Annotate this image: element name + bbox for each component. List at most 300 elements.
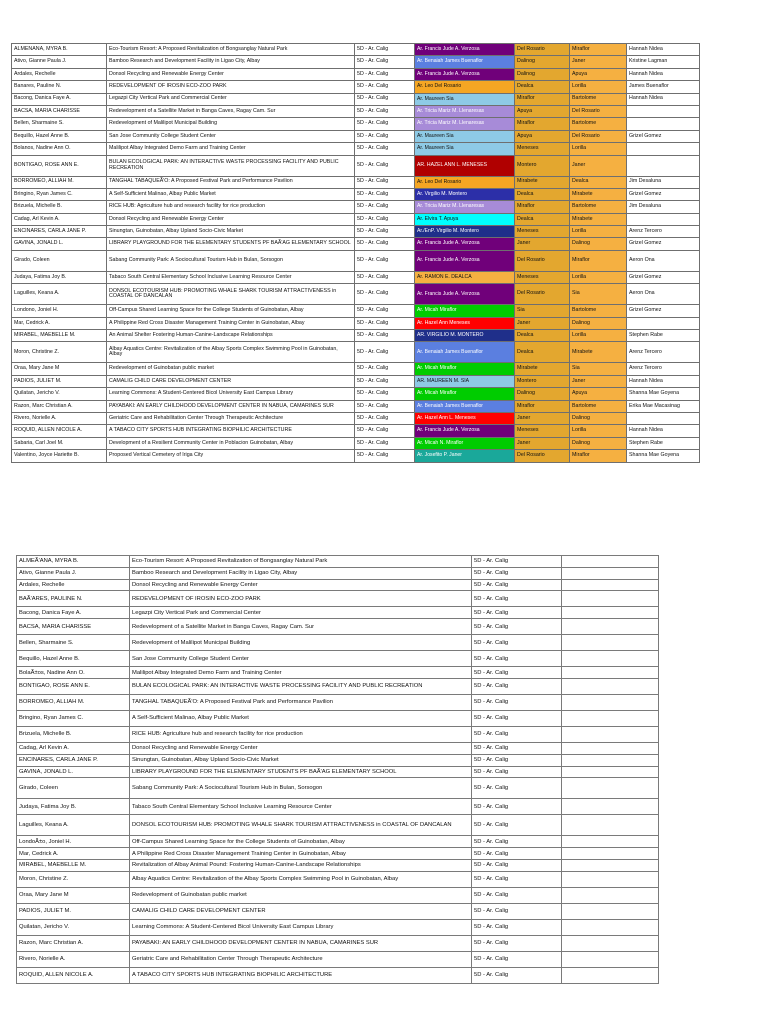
empty-cell bbox=[562, 742, 659, 754]
empty-cell bbox=[562, 710, 659, 726]
project-title-cell: LIBRARY PLAYGROUND FOR THE ELEMENTARY STUDENTS PF BAÃ'AG ELEMENTARY SCHOOL bbox=[107, 238, 355, 250]
student-name-cell: MIRABEL, MAEBELLE M. bbox=[12, 330, 107, 342]
section-cell: 5D - Ar. Calig bbox=[472, 815, 562, 836]
adviser-cell: Ar. Francis Jude A. Verzosa bbox=[415, 68, 515, 80]
student-name-cell: Cadag, Arl Kevin A. bbox=[12, 213, 107, 225]
table-row bbox=[17, 726, 659, 742]
section-cell: 5D - Ar. Calig bbox=[472, 887, 562, 903]
panel-member-1-cell: Mirabete bbox=[515, 363, 570, 375]
student-name-cell: Bringino, Ryan James C. bbox=[17, 710, 130, 726]
adviser-cell: Ar. Benaiah James Buenaflor bbox=[415, 342, 515, 363]
panel-member-1-cell: Janer bbox=[515, 437, 570, 449]
section-cell: 5D - Ar. Calig bbox=[355, 81, 415, 93]
panel-member-3-cell bbox=[627, 213, 700, 225]
project-title-cell: Legazpi City Vertical Park and Commercial Center bbox=[130, 607, 472, 619]
section-cell: 5D - Ar. Calig bbox=[472, 859, 562, 871]
project-title-cell: Eco-Tourism Resort: A Proposed Revitalization of Bongsanglay Natural Park bbox=[107, 44, 355, 56]
empty-cell bbox=[562, 567, 659, 579]
section-cell: 5D - Ar. Calig bbox=[355, 330, 415, 342]
table-row bbox=[12, 375, 700, 387]
section-cell: 5D - Ar. Calig bbox=[472, 778, 562, 799]
panel-member-3-cell: Grizel Gomez bbox=[627, 238, 700, 250]
empty-cell bbox=[562, 726, 659, 742]
table-row bbox=[17, 651, 659, 667]
section-cell: 5D - Ar. Calig bbox=[472, 951, 562, 967]
student-name-cell: Rivero, Norielle A. bbox=[17, 951, 130, 967]
panel-member-2-cell: Dalinog bbox=[570, 437, 627, 449]
panel-member-3-cell: Erika Mae Macasinag bbox=[627, 400, 700, 412]
panel-member-1-cell: Dealca bbox=[515, 342, 570, 363]
panel-member-1-cell: Del Rosario bbox=[515, 44, 570, 56]
student-name-cell: Girado, Coleen bbox=[12, 250, 107, 271]
empty-cell bbox=[562, 848, 659, 860]
section-cell: 5D - Ar. Calig bbox=[355, 68, 415, 80]
table-row bbox=[12, 342, 700, 363]
empty-cell bbox=[562, 836, 659, 848]
panel-member-2-cell: Apuya bbox=[570, 68, 627, 80]
section-cell: 5D - Ar. Calig bbox=[472, 967, 562, 983]
table-row bbox=[17, 799, 659, 815]
student-name-cell: Bellen, Sharmaine S. bbox=[12, 118, 107, 130]
panel-member-3-cell bbox=[627, 155, 700, 176]
table-row bbox=[12, 44, 700, 56]
project-title-cell: Legazpi City Vertical Park and Commercial Center bbox=[107, 93, 355, 105]
student-name-cell: BORROMEO, ALLIAH M. bbox=[17, 694, 130, 710]
project-title-cell: DONSOL ECOTOURISM HUB: PROMOTING WHALE SHARK TOURISM ATTRACTIVENESS in COASTAL OF DANCALAN bbox=[107, 284, 355, 305]
adviser-cell: Ar. Micah Miraflor bbox=[415, 388, 515, 400]
panel-member-1-cell: Dealca bbox=[515, 188, 570, 200]
panel-member-2-cell: Janer bbox=[570, 155, 627, 176]
project-title-cell: CAMALIG CHILD CARE DEVELOPMENT CENTER bbox=[130, 903, 472, 919]
empty-cell bbox=[562, 919, 659, 935]
panel-member-2-cell: Bartolome bbox=[570, 305, 627, 317]
panel-member-1-cell: Miraflor bbox=[515, 118, 570, 130]
panel-member-1-cell: Del Rosario bbox=[515, 284, 570, 305]
empty-cell bbox=[562, 607, 659, 619]
student-name-cell: Judaya, Fatima Joy B. bbox=[17, 799, 130, 815]
table-row bbox=[17, 710, 659, 726]
panel-member-2-cell: Mirabete bbox=[570, 342, 627, 363]
empty-cell bbox=[562, 967, 659, 983]
project-title-cell: Donsol Recycling and Renewable Energy Center bbox=[130, 579, 472, 591]
project-title-cell: Tabaco South Central Elementary School Inclusive Learning Resource Center bbox=[130, 799, 472, 815]
student-name-cell: Valentino, Joyce Hariette B. bbox=[12, 450, 107, 462]
table-row bbox=[17, 579, 659, 591]
student-name-cell: PADIOS, JULIET M. bbox=[17, 903, 130, 919]
panel-member-1-cell: Miraflor bbox=[515, 201, 570, 213]
student-name-cell: Quilatan, Jericho V. bbox=[12, 388, 107, 400]
section-cell: 5D - Ar. Calig bbox=[355, 342, 415, 363]
student-name-cell: Ativo, Gianne Paula J. bbox=[17, 567, 130, 579]
project-title-cell: Donsol Recycling and Renewable Energy Center bbox=[107, 213, 355, 225]
panel-member-2-cell: Mirabete bbox=[570, 188, 627, 200]
table-row bbox=[12, 250, 700, 271]
project-title-cell: Redevelopment of Malilipot Municipal Building bbox=[130, 635, 472, 651]
panel-member-2-cell: Sia bbox=[570, 363, 627, 375]
section-cell: 5D - Ar. Calig bbox=[355, 400, 415, 412]
adviser-cell: Ar. Leo Del Rosario bbox=[415, 176, 515, 188]
panel-member-1-cell: Apuya bbox=[515, 130, 570, 142]
panel-member-1-cell: Janer bbox=[515, 317, 570, 329]
section-cell: 5D - Ar. Calig bbox=[355, 363, 415, 375]
student-name-cell: Bellen, Sharmaine S. bbox=[17, 635, 130, 651]
section-cell: 5D - Ar. Calig bbox=[472, 710, 562, 726]
panel-member-3-cell: Grizel Gomez bbox=[627, 188, 700, 200]
table-row bbox=[12, 143, 700, 155]
student-name-cell: BAÃ'ARES, PAULINE N. bbox=[17, 591, 130, 607]
project-title-cell: Albay Aquatics Centre: Revitalization of the Albay Sports Complex Swimming Pool in Guinobatan, Albay bbox=[130, 871, 472, 887]
empty-cell bbox=[562, 903, 659, 919]
panel-member-2-cell: Janer bbox=[570, 375, 627, 387]
section-cell: 5D - Ar. Calig bbox=[472, 919, 562, 935]
section-cell: 5D - Ar. Calig bbox=[472, 678, 562, 694]
adviser-cell: Ar. Micah Miraflor bbox=[415, 305, 515, 317]
student-name-cell: LondoÃ±o, Joniel H. bbox=[17, 836, 130, 848]
panel-member-3-cell: Stephen Rabe bbox=[627, 437, 700, 449]
table-row bbox=[17, 619, 659, 635]
student-name-cell: Laguilles, Keana A. bbox=[12, 284, 107, 305]
table-row bbox=[17, 607, 659, 619]
panel-member-3-cell: Stephen Rabe bbox=[627, 330, 700, 342]
panel-member-3-cell bbox=[627, 143, 700, 155]
project-title-cell: Redevelopment of Malilipot Municipal Building bbox=[107, 118, 355, 130]
table-row bbox=[12, 305, 700, 317]
project-title-cell: Off-Campus Shared Learning Space for the College Students of Guinobatan, Albay bbox=[130, 836, 472, 848]
table-row bbox=[17, 754, 659, 766]
panel-member-3-cell bbox=[627, 412, 700, 424]
project-title-cell: Geriatric Care and Rehabilitation Center Through Therapeutic Architecture bbox=[107, 412, 355, 424]
project-title-cell: Albay Aquatics Centre: Revitalization of the Albay Sports Complex Swimming Pool in Guinobatan, Albay bbox=[107, 342, 355, 363]
project-title-cell: Tabaco South Central Elementary School Inclusive Learning Resource Center bbox=[107, 271, 355, 283]
panel-member-2-cell: Dalinog bbox=[570, 412, 627, 424]
panel-member-3-cell: Hannah Nidea bbox=[627, 44, 700, 56]
student-name-cell: Cadag, Arl Kevin A. bbox=[17, 742, 130, 754]
section-cell: 5D - Ar. Calig bbox=[472, 579, 562, 591]
student-name-cell: BACSA, MARIA CHARISSE bbox=[12, 105, 107, 117]
empty-cell bbox=[562, 635, 659, 651]
panel-member-2-cell: Lorilla bbox=[570, 425, 627, 437]
section-cell: 5D - Ar. Calig bbox=[355, 44, 415, 56]
table-row bbox=[12, 130, 700, 142]
panel-member-3-cell: Shanna Mae Goyena bbox=[627, 450, 700, 462]
project-title-cell: BULAN ECOLOGICAL PARK: AN INTERACTIVE WASTE PROCESSING FACILITY AND PUBLIC RECREATION bbox=[107, 155, 355, 176]
project-title-cell: RICE HUB: Agriculture hub and research facility for rice production bbox=[107, 201, 355, 213]
student-name-cell: Banares, Pauline N. bbox=[12, 81, 107, 93]
section-cell: 5D - Ar. Calig bbox=[472, 667, 562, 679]
section-cell: 5D - Ar. Calig bbox=[472, 799, 562, 815]
table-row bbox=[17, 836, 659, 848]
student-name-cell: ENCINARES, CARLA JANE P. bbox=[12, 226, 107, 238]
section-cell: 5D - Ar. Calig bbox=[355, 93, 415, 105]
empty-cell bbox=[562, 799, 659, 815]
section-cell: 5D - Ar. Calig bbox=[355, 130, 415, 142]
project-title-cell: Geriatric Care and Rehabilitation Center Through Therapeutic Architecture bbox=[130, 951, 472, 967]
panel-member-3-cell: Grizel Gomez bbox=[627, 130, 700, 142]
empty-cell bbox=[562, 935, 659, 951]
empty-cell bbox=[562, 619, 659, 635]
student-name-cell: Quilatan, Jericho V. bbox=[17, 919, 130, 935]
panel-member-1-cell: Dealca bbox=[515, 213, 570, 225]
section-cell: 5D - Ar. Calig bbox=[472, 635, 562, 651]
project-title-cell: Redevelopment of Guinobatan public market bbox=[130, 887, 472, 903]
section-cell: 5D - Ar. Calig bbox=[355, 201, 415, 213]
panel-member-2-cell: Lorilla bbox=[570, 271, 627, 283]
student-name-cell: Moron, Christine Z. bbox=[12, 342, 107, 363]
project-title-cell: REDEVELOPMENT OF IROSIN ECO-ZOO PARK bbox=[130, 591, 472, 607]
section-cell: 5D - Ar. Calig bbox=[355, 143, 415, 155]
panel-member-2-cell: Lorilla bbox=[570, 226, 627, 238]
panel-member-3-cell bbox=[627, 317, 700, 329]
table-row bbox=[17, 871, 659, 887]
panel-member-2-cell: Lorilla bbox=[570, 143, 627, 155]
project-title-cell: Bamboo Research and Development Facility in Ligao City, Albay bbox=[130, 567, 472, 579]
panel-member-3-cell: Aeron Ona bbox=[627, 250, 700, 271]
adviser-cell: Ar. Elvira T. Apuya bbox=[415, 213, 515, 225]
panel-member-3-cell: Shanna Mae Goyena bbox=[627, 388, 700, 400]
project-title-cell: PAYABAKI: AN EARLY CHILDHOOD DEVELOPMENT CENTER IN NABUA, CAMARINES SUR bbox=[107, 400, 355, 412]
section-cell: 5D - Ar. Calig bbox=[355, 250, 415, 271]
table-row bbox=[17, 678, 659, 694]
panel-member-2-cell: Bartolome bbox=[570, 201, 627, 213]
section-cell: 5D - Ar. Calig bbox=[355, 412, 415, 424]
student-name-cell: GAVINA, JONALD L. bbox=[17, 766, 130, 778]
section-cell: 5D - Ar. Calig bbox=[355, 155, 415, 176]
student-name-cell: GAVINA, JONALD L. bbox=[12, 238, 107, 250]
adviser-cell: AR. HAZEL ANN L. MENESES bbox=[415, 155, 515, 176]
panel-member-1-cell: Miraflor bbox=[515, 400, 570, 412]
project-title-cell: Sinungtan, Guinobatan, Albay Upland Socio-Civic Market bbox=[107, 226, 355, 238]
panel-member-3-cell: Aeron Ona bbox=[627, 284, 700, 305]
panel-member-3-cell bbox=[627, 105, 700, 117]
adviser-cell: Ar. Francis Jude A. Verzosa bbox=[415, 250, 515, 271]
table-row bbox=[17, 766, 659, 778]
student-name-cell: BONTIGAO, ROSE ANN E. bbox=[17, 678, 130, 694]
panel-member-1-cell: Dealca bbox=[515, 81, 570, 93]
table-row bbox=[12, 176, 700, 188]
project-title-cell: Off-Campus Shared Learning Space for the College Students of Guinobatan, Albay bbox=[107, 305, 355, 317]
panel-member-1-cell: Janer bbox=[515, 412, 570, 424]
table-row bbox=[12, 388, 700, 400]
student-name-cell: Bacong, Danica Faye A. bbox=[17, 607, 130, 619]
panel-member-2-cell: Sia bbox=[570, 284, 627, 305]
section-cell: 5D - Ar. Calig bbox=[355, 317, 415, 329]
table-row bbox=[17, 667, 659, 679]
project-title-cell: Learning Commons: A Student-Centered Bicol University East Campus Library bbox=[107, 388, 355, 400]
project-title-cell: Sabang Community Park: A Sociocultural Tourism Hub in Bulan, Sorsogon bbox=[107, 250, 355, 271]
student-name-cell: BolaÃ±os, Nadine Ann O. bbox=[17, 667, 130, 679]
section-cell: 5D - Ar. Calig bbox=[472, 848, 562, 860]
project-title-cell: TANGHAL TABAQUEÃ'O: A Proposed Festival Park and Performance Pavilion bbox=[130, 694, 472, 710]
project-title-cell: An Animal Shelter Fostering Human-Canine-Landscape Relationships bbox=[107, 330, 355, 342]
adviser-cell: Ar. Maureen Sia bbox=[415, 143, 515, 155]
empty-cell bbox=[562, 667, 659, 679]
project-title-cell: San Jose Community College Student Center bbox=[107, 130, 355, 142]
table-row bbox=[12, 201, 700, 213]
project-title-cell: Proposed Vertical Cemetery of Iriga City bbox=[107, 450, 355, 462]
project-title-cell: Redevelopment of a Satellite Market in Banga Caves, Ragay Cam. Sur bbox=[130, 619, 472, 635]
student-name-cell: BACSA, MARIA CHARISSE bbox=[17, 619, 130, 635]
table-row bbox=[17, 935, 659, 951]
student-name-cell: Ativo, Gianne Paula J. bbox=[12, 56, 107, 68]
table-row bbox=[12, 317, 700, 329]
panel-member-2-cell: Apuya bbox=[570, 388, 627, 400]
student-name-cell: Londono, Joniel H. bbox=[12, 305, 107, 317]
project-title-cell: LIBRARY PLAYGROUND FOR THE ELEMENTARY STUDENTS PF BAÃ'AG ELEMENTARY SCHOOL bbox=[130, 766, 472, 778]
adviser-cell: Ar. Virgilio M. Montero bbox=[415, 188, 515, 200]
panel-member-2-cell: Lorilla bbox=[570, 81, 627, 93]
empty-cell bbox=[562, 766, 659, 778]
panel-member-2-cell: Miraflor bbox=[570, 450, 627, 462]
student-name-cell: Bolanos, Nadine Ann O. bbox=[12, 143, 107, 155]
section-cell: 5D - Ar. Calig bbox=[472, 766, 562, 778]
project-title-cell: Donsol Recycling and Renewable Energy Center bbox=[130, 742, 472, 754]
table-row bbox=[17, 556, 659, 568]
panel-member-3-cell: Hannah Nidea bbox=[627, 425, 700, 437]
student-name-cell: Judaya, Fatima Joy B. bbox=[12, 271, 107, 283]
section-cell: 5D - Ar. Calig bbox=[355, 238, 415, 250]
section-cell: 5D - Ar. Calig bbox=[472, 935, 562, 951]
student-name-cell: Bringino, Ryan James C. bbox=[12, 188, 107, 200]
empty-cell bbox=[562, 556, 659, 568]
table-row bbox=[17, 694, 659, 710]
table-row bbox=[12, 412, 700, 424]
empty-cell bbox=[562, 778, 659, 799]
project-title-cell: Development of a Resilient Community Center in Poblacion Guinobatan, Albay bbox=[107, 437, 355, 449]
project-title-cell: BULAN ECOLOGICAL PARK: AN INTERACTIVE WASTE PROCESSING FACILITY AND PUBLIC RECREATION bbox=[130, 678, 472, 694]
adviser-cell: Ar. Maureen Sia bbox=[415, 93, 515, 105]
panel-member-1-cell: Miraflor bbox=[515, 93, 570, 105]
student-name-cell: BORROMEO, ALLIAH M. bbox=[12, 176, 107, 188]
table-row bbox=[12, 363, 700, 375]
panel-member-2-cell: Bartolome bbox=[570, 93, 627, 105]
table-row bbox=[12, 105, 700, 117]
panel-member-2-cell: Dealca bbox=[570, 176, 627, 188]
panel-member-1-cell: Dalinog bbox=[515, 68, 570, 80]
panel-member-1-cell: Mirabete bbox=[515, 176, 570, 188]
section-cell: 5D - Ar. Calig bbox=[472, 754, 562, 766]
table-row bbox=[12, 271, 700, 283]
panel-member-2-cell: Mirabete bbox=[570, 213, 627, 225]
table-row bbox=[12, 81, 700, 93]
project-title-cell: A Self-Sufficient Malinao, Albay Public Market bbox=[130, 710, 472, 726]
panel-member-1-cell: Apuya bbox=[515, 105, 570, 117]
adviser-cell: Ar. Francis Jude A. Verzosa bbox=[415, 425, 515, 437]
panel-member-3-cell: Arenz Tercero bbox=[627, 342, 700, 363]
table-row bbox=[12, 56, 700, 68]
panel-member-2-cell: Lorilla bbox=[570, 330, 627, 342]
student-title-table bbox=[16, 555, 659, 984]
empty-cell bbox=[562, 871, 659, 887]
project-title-cell: REDEVELOPMENT OF IROSIN ECO-ZOO PARK bbox=[107, 81, 355, 93]
table-row bbox=[12, 188, 700, 200]
project-title-cell: Redevelopment of a Satellite Market in Banga Caves, Ragay Cam. Sur bbox=[107, 105, 355, 117]
table-row bbox=[17, 742, 659, 754]
panel-member-1-cell: Montero bbox=[515, 155, 570, 176]
adviser-cell: AR. VIRGILIO M. MONTERO bbox=[415, 330, 515, 342]
student-name-cell: Brizuela, Michelle B. bbox=[12, 201, 107, 213]
table-row bbox=[12, 330, 700, 342]
panel-member-1-cell: Meneses bbox=[515, 425, 570, 437]
project-title-cell: Sinungtan, Guinobatan, Albay Upland Socio-Civic Market bbox=[130, 754, 472, 766]
section-cell: 5D - Ar. Calig bbox=[355, 388, 415, 400]
student-name-cell: Bacong, Danica Faye A. bbox=[12, 93, 107, 105]
section-cell: 5D - Ar. Calig bbox=[355, 105, 415, 117]
panel-member-1-cell: Dealca bbox=[515, 330, 570, 342]
student-name-cell: Laguilles, Keana A. bbox=[17, 815, 130, 836]
student-name-cell: ALMENANA, MYRA B. bbox=[12, 44, 107, 56]
panel-member-1-cell: Janer bbox=[515, 238, 570, 250]
table-row bbox=[17, 848, 659, 860]
adviser-cell: Ar./EnP. Virgilio M. Montero bbox=[415, 226, 515, 238]
table-row bbox=[12, 400, 700, 412]
panel-member-1-cell: Sia bbox=[515, 305, 570, 317]
empty-cell bbox=[562, 678, 659, 694]
table-row bbox=[17, 903, 659, 919]
table-row bbox=[17, 951, 659, 967]
panel-member-3-cell: Arenz Tercero bbox=[627, 363, 700, 375]
section-cell: 5D - Ar. Calig bbox=[355, 56, 415, 68]
project-title-cell: Sabang Community Park: A Sociocultural Tourism Hub in Bulan, Sorsogon bbox=[130, 778, 472, 799]
table-row bbox=[12, 437, 700, 449]
section-cell: 5D - Ar. Calig bbox=[472, 836, 562, 848]
section-cell: 5D - Ar. Calig bbox=[355, 284, 415, 305]
student-name-cell: ENCINARES, CARLA JANE P. bbox=[17, 754, 130, 766]
project-title-cell: PAYABAKI: AN EARLY CHILDHOOD DEVELOPMENT CENTER IN NABUA, CAMARINES SUR bbox=[130, 935, 472, 951]
project-title-cell: Malilipot Albay Integrated Demo Farm and Training Center bbox=[107, 143, 355, 155]
panel-member-3-cell: Kristine Lagman bbox=[627, 56, 700, 68]
student-name-cell: Moron, Christine Z. bbox=[17, 871, 130, 887]
student-name-cell: Bequillo, Hazel Anne B. bbox=[12, 130, 107, 142]
panel-member-1-cell: Meneses bbox=[515, 143, 570, 155]
table-row bbox=[17, 815, 659, 836]
table-row bbox=[12, 68, 700, 80]
panel-member-2-cell: Dalinog bbox=[570, 317, 627, 329]
section-cell: 5D - Ar. Calig bbox=[355, 176, 415, 188]
panel-member-1-cell: Meneses bbox=[515, 271, 570, 283]
table-row bbox=[17, 591, 659, 607]
empty-cell bbox=[562, 859, 659, 871]
adviser-cell: Ar. Hazel Ann L. Meneses bbox=[415, 412, 515, 424]
section-cell: 5D - Ar. Calig bbox=[472, 694, 562, 710]
project-title-cell: A Philippine Red Cross Disaster Management Training Center in Guinobatan, Albay bbox=[107, 317, 355, 329]
project-title-cell: A TABACO CITY SPORTS HUB INTEGRATING BIOPHILIC ARCHITECTURE bbox=[130, 967, 472, 983]
panel-member-3-cell: Hannah Nidea bbox=[627, 375, 700, 387]
adviser-cell: Ar. Tricia Mariz M. Llenaresas bbox=[415, 118, 515, 130]
section-cell: 5D - Ar. Calig bbox=[355, 271, 415, 283]
student-name-cell: Razon, Marc Christian A. bbox=[12, 400, 107, 412]
panel-member-2-cell: Bartolome bbox=[570, 118, 627, 130]
section-cell: 5D - Ar. Calig bbox=[472, 567, 562, 579]
panel-member-3-cell: James Buenaflor bbox=[627, 81, 700, 93]
empty-cell bbox=[562, 887, 659, 903]
student-name-cell: Bequillo, Hazel Anne B. bbox=[17, 651, 130, 667]
section-cell: 5D - Ar. Calig bbox=[472, 619, 562, 635]
project-title-cell: Bamboo Research and Development Facility in Ligao City, Albay bbox=[107, 56, 355, 68]
panel-member-2-cell: Miraflor bbox=[570, 250, 627, 271]
table-row bbox=[17, 859, 659, 871]
project-title-cell: A TABACO CITY SPORTS HUB INTEGRATING BIOPHILIC ARCHITECTURE bbox=[107, 425, 355, 437]
adviser-cell: Ar. Tricia Mariz M. Llenaresas bbox=[415, 105, 515, 117]
student-name-cell: Oraa, Mary Jane M bbox=[12, 363, 107, 375]
student-name-cell: Mar, Cedrick A. bbox=[12, 317, 107, 329]
adviser-cell: Ar. Josefito P. Janer bbox=[415, 450, 515, 462]
project-title-cell: RICE HUB: Agriculture hub and research facility for rice production bbox=[130, 726, 472, 742]
project-title-cell: DONSOL ECOTOURISM HUB: PROMOTING WHALE SHARK TOURISM ATTRACTIVENESS in COASTAL OF DANCALAN bbox=[130, 815, 472, 836]
empty-cell bbox=[562, 694, 659, 710]
panel-member-3-cell: Grizel Gomez bbox=[627, 305, 700, 317]
student-name-cell: MIRABEL, MAEBELLE M. bbox=[17, 859, 130, 871]
empty-cell bbox=[562, 754, 659, 766]
